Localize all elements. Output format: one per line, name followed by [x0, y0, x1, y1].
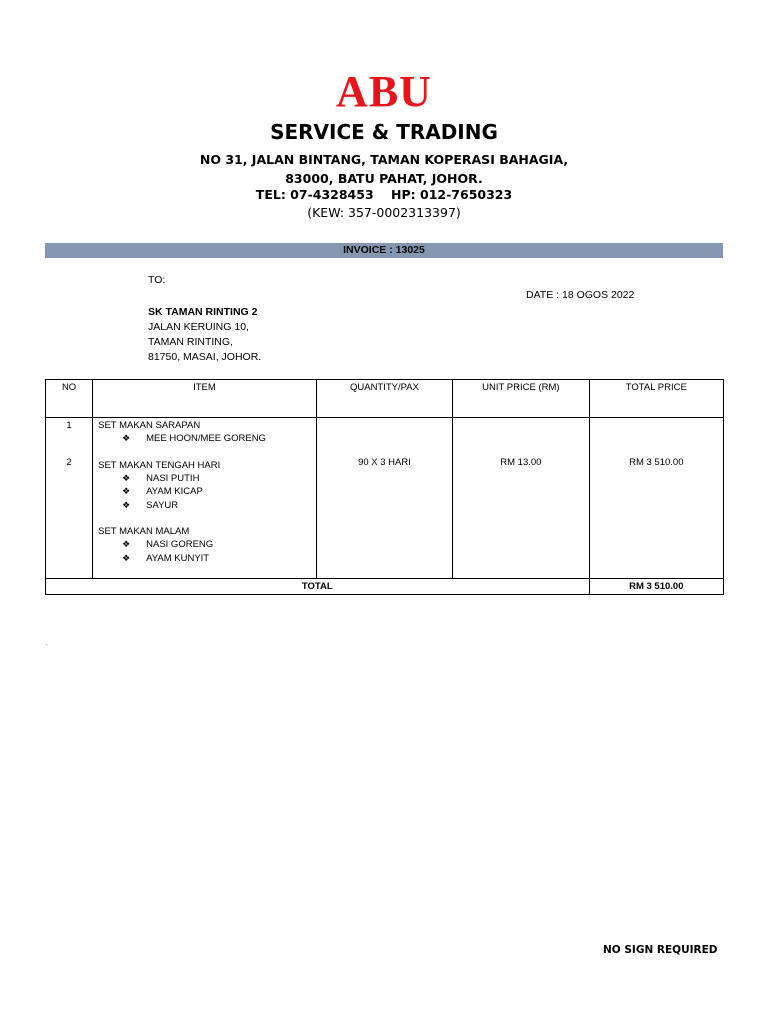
cell-unit-price: [453, 418, 589, 579]
cell-no: [46, 418, 93, 579]
to-label: TO:: [148, 274, 166, 286]
table-row: [46, 418, 724, 579]
recipient-name: SK TAMAN RINTING 2: [148, 306, 258, 318]
header-total-price: TOTAL PRICE: [589, 380, 723, 418]
total-price-value: RM 3 510.00: [629, 457, 684, 468]
cell-total-price: [589, 418, 723, 579]
list-item: ❖ NASI PUTIH: [122, 472, 200, 484]
table-header-row: [46, 380, 724, 418]
company-name: SERVICE & TRADING: [270, 120, 498, 144]
diamond-bullet-icon: ❖: [122, 433, 131, 443]
item-number-2: 2: [66, 457, 72, 468]
total-value: RM 3 510.00: [589, 579, 723, 595]
diamond-bullet-icon: ❖: [122, 499, 131, 510]
set-lunch: SET MAKAN TENGAH HARI: [98, 459, 221, 471]
quantity-value: 90 X 3 HARI: [358, 457, 411, 468]
recipient-address-2: TAMAN RINTING,: [148, 336, 233, 348]
cell-quantity: [316, 418, 452, 579]
recipient-block: [148, 305, 261, 365]
set-breakfast: SET MAKAN SARAPAN: [98, 420, 201, 431]
diamond-bullet-icon: ❖: [122, 486, 131, 496]
invoice-items-table: [45, 379, 724, 595]
header-quantity: QUANTITY/PAX: [316, 380, 452, 418]
header-unit-price: UNIT PRICE (RM): [453, 380, 589, 418]
address-line-1: NO 31, JALAN BINTANG, TAMAN KOPERASI BAHAGIA,: [199, 152, 569, 167]
recipient-address-1: JALAN KERUING 10,: [148, 321, 249, 333]
stray-dot: .: [46, 641, 48, 647]
list-item: ❖ AYAM KUNYIT: [122, 552, 210, 564]
unit-price-value: RM 13.00: [500, 457, 542, 468]
header-item: ITEM: [93, 380, 317, 418]
list-item: ❖ NASI GORENG: [122, 539, 214, 550]
registration-number: (KEW: 357-0002313397): [307, 205, 461, 220]
cell-item: [93, 418, 317, 579]
address-line-2: 83000, BATU PAHAT, JOHOR.: [285, 171, 483, 186]
list-item: ❖ AYAM KICAP: [122, 486, 203, 497]
contact-line: TEL: 07-4328453 HP: 012-7650323: [255, 187, 513, 202]
invoice-date: DATE : 18 OGOS 2022: [526, 289, 635, 301]
invoice-number-bar: INVOICE : 13025: [45, 243, 723, 258]
no-sign-note: NO SIGN REQUIRED: [603, 944, 718, 956]
recipient-address-3: 81750, MASAI, JOHOR.: [148, 351, 262, 363]
header-no: NO: [46, 380, 93, 418]
table-total-row: [46, 579, 724, 595]
total-label: TOTAL: [46, 579, 590, 595]
diamond-bullet-icon: ❖: [122, 552, 131, 563]
item-number-1: 1: [66, 420, 72, 431]
diamond-bullet-icon: ❖: [122, 539, 131, 549]
set-dinner: SET MAKAN MALAM: [98, 526, 190, 537]
list-item: ❖ MEE HOON/MEE GORENG: [122, 433, 266, 444]
company-logo-text: ABU: [336, 67, 432, 116]
list-item: ❖ SAYUR: [122, 499, 179, 511]
diamond-bullet-icon: ❖: [122, 472, 131, 483]
